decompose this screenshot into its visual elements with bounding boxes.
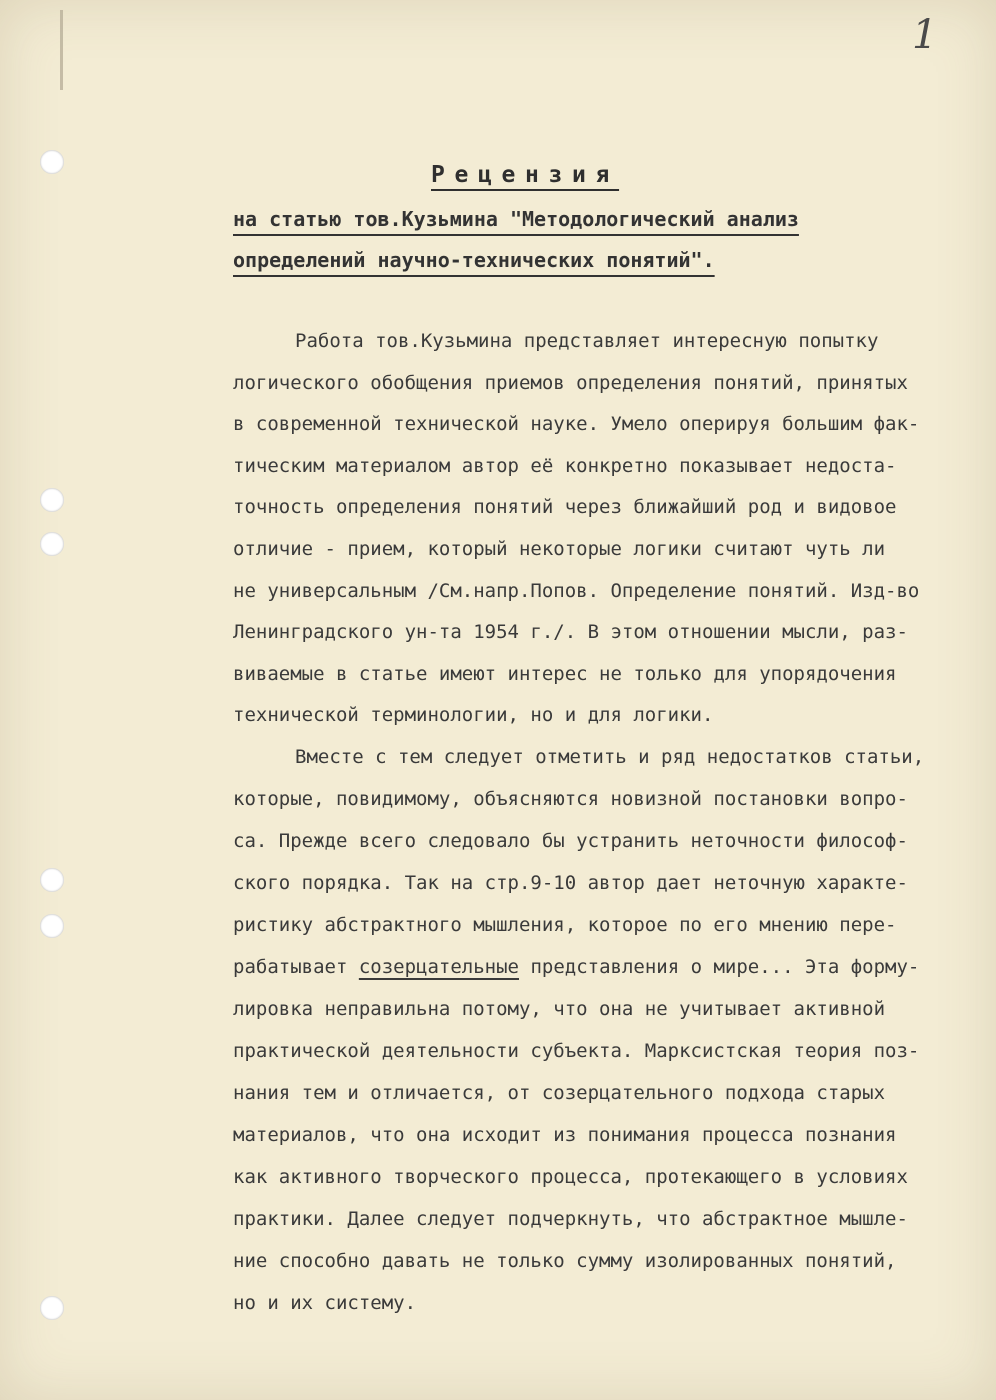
punch-hole: [40, 868, 64, 892]
text-line: логического обобщения приемов определения понятий, принятых: [233, 372, 908, 394]
text-fragment: представления о мире... Эта форму-: [519, 956, 920, 978]
document-title: Рецензия: [431, 162, 620, 188]
text-line: но и их систему.: [233, 1292, 417, 1314]
text-line: Работа тов.Кузьмина представляет интересную попытку: [295, 330, 879, 352]
text-line: виваемые в статье имеют интерес не только для упорядочения: [233, 663, 897, 685]
punch-hole: [40, 914, 64, 938]
text-fragment: рабатывает: [233, 956, 359, 978]
punch-hole: [40, 1296, 64, 1320]
text-line: Вместе с тем следует отметить и ряд недостатков статьи,: [295, 746, 925, 768]
text-line: Ленинградского ун-та 1954 г./. В этом отношении мысли, раз-: [233, 621, 908, 643]
text-line: материалов, что она исходит из понимания процесса познания: [233, 1124, 897, 1146]
subtitle-line: на статью тов.Кузьмина "Методологический анализ: [233, 207, 799, 231]
underlined-word: созерцательные: [358, 956, 519, 978]
fold-mark: [60, 10, 63, 90]
text-line: тическим материалом автор её конкретно показывает недоста-: [233, 455, 897, 477]
text-line: технической терминологии, но и для логики.: [233, 704, 714, 726]
punch-hole: [40, 150, 64, 174]
text-line: отличие - прием, который некоторые логики считают чуть ли: [233, 538, 886, 560]
subtitle-line: определений научно-технических понятий".: [233, 248, 715, 272]
text-line: практической деятельности субъекта. Марксистская теория поз-: [233, 1040, 920, 1062]
text-line: которые, повидимому, объясняются новизной постановки вопро-: [233, 788, 908, 810]
text-line: практики. Далее следует подчеркнуть, что абстрактное мышле-: [233, 1208, 908, 1230]
text-line: ние способно давать не только сумму изолированных понятий,: [233, 1250, 897, 1272]
text-line: са. Прежде всего следовало бы устранить неточности философ-: [233, 830, 908, 852]
text-line: точность определения понятий через ближайший род и видовое: [233, 496, 897, 518]
text-line: ристику абстрактного мышления, которое по его мнению пере-: [233, 914, 897, 936]
text-line: в современной технической науке. Умело оперируя большим фак-: [233, 413, 920, 435]
text-line: не универсальным /См.напр.Попов. Определение понятий. Изд-во: [233, 580, 920, 602]
punch-hole: [40, 488, 64, 512]
punch-hole: [40, 532, 64, 556]
text-line: как активного творческого процесса, протекающего в условиях: [233, 1166, 908, 1188]
text-line: [233, 956, 919, 978]
text-line: лировка неправильна потому, что она не учитывает активной: [233, 998, 886, 1020]
page-number: 1: [912, 12, 938, 58]
text-line: нания тем и отличается, от созерцательного подхода старых: [233, 1082, 886, 1104]
text-line: ского порядка. Так на стр.9-10 автор дает неточную характе-: [233, 872, 908, 894]
